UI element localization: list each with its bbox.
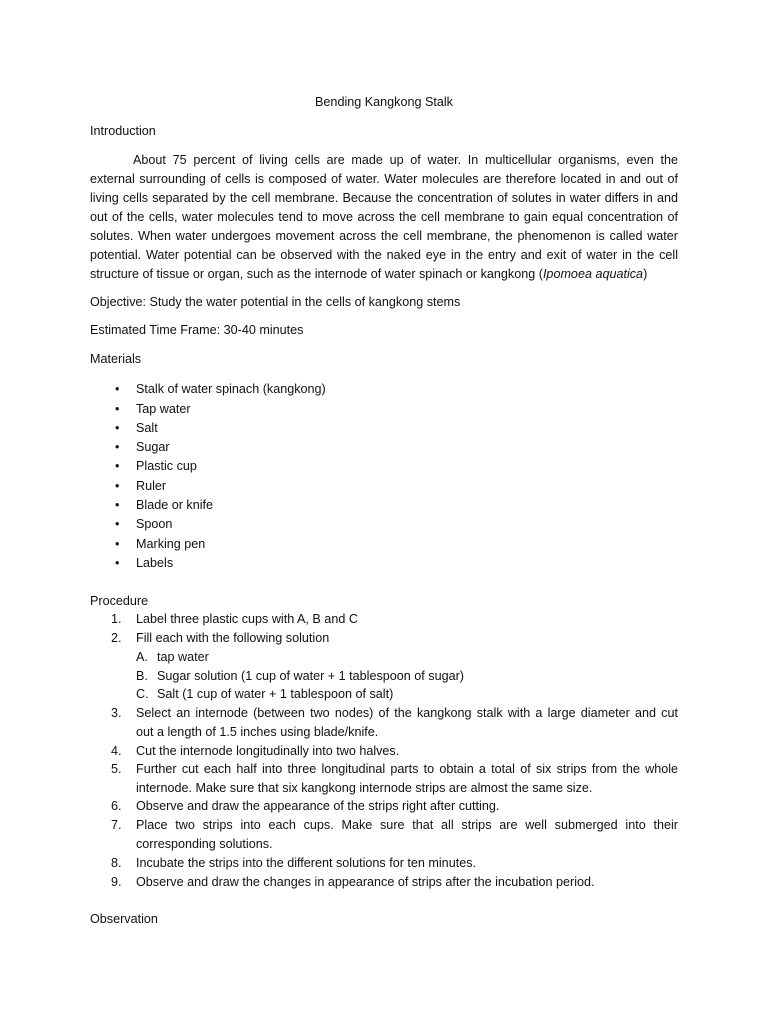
intro-paragraph-line: external surrounding of cells is composed of water. Water molecules are therefore located in and out of <box>90 172 678 186</box>
objective: Objective: Study the water potential in the cells of kangkong stems <box>90 295 461 309</box>
scientific-name: Ipomoea aquatica <box>542 267 644 281</box>
bullet-icon: • <box>115 459 120 473</box>
intro-last-text: structure of tissue or organ, such as the internode of water spinach or kangkong ( <box>90 267 543 281</box>
intro-paragraph-line: potential. Water potential can be observed with the naked eye in the entry and exit of water in the cell <box>90 248 678 262</box>
intro-paragraph-last-line <box>90 265 647 283</box>
intro-paragraph-line: out of the cells, water molecules tend to move across the cell membrane to gain equal concentration of <box>90 210 678 224</box>
bullet-icon: • <box>115 382 120 396</box>
intro-last-suffix: ) <box>643 267 648 281</box>
intro-paragraph-line: living cells separated by the cell membrane. Because the concentration of solutes in water differs in and <box>90 191 678 205</box>
bullet-icon: • <box>115 556 120 570</box>
intro-paragraph-line: solutes. When water undergoes movement across the cell membrane, the phenomenon is called water <box>90 229 678 243</box>
bullet-icon: • <box>115 440 120 454</box>
time-frame: Estimated Time Frame: 30-40 minutes <box>90 323 304 337</box>
bullet-icon: • <box>115 402 120 416</box>
bullet-icon: • <box>115 537 120 551</box>
intro-paragraph-line: About 75 percent of living cells are made up of water. In multicellular organisms, even the <box>133 153 678 167</box>
bullet-icon: • <box>115 498 120 512</box>
observation-heading: Observation <box>90 912 158 926</box>
procedure-heading: Procedure <box>90 594 149 608</box>
bullet-icon: • <box>115 421 120 435</box>
bullet-icon: • <box>115 517 120 531</box>
document-page: Bending Kangkong Stalk Introduction About 75 percent of living cells are made up of water. In multicellular organisms, even the external surrounding of cells is composed of water. Water molecules are therefore located in and out of living cells separated by the cell membrane. Because the concentration of solutes in water differs in and out of the cells, water molecules tend to move across the cell membrane to gain equal concentration of solutes. When water undergoes movement across the cell membrane, the phenomenon is called water potential. Water potential can be observed with the naked eye in the entry and exit of water in the cell structure of tissue or organ, such as the internode of water spinach or kangkong (Ipomoea aquatica) Objective: Study the water potential in the cells of kangkong stems Estimated Time Frame: 30-40 minutes Materials • Stalk of water spinach (kangkong) • Tap water • Salt • Sugar • Plastic cup • Ruler • Blade or knife • Spoon • Marking pen • Labels Procedure 1. Label three plastic cups with A, B and C 2. Fill each with the following solution A. tap water B. Sugar solution (1 cup of water + 1 tablespoon of sugar) C. Salt (1 cup of water + 1 tablespoon of salt) 3. Select an internode (between two nodes) of the kangkong stalk with a large diameter and cut out a length of 1.5 inches using blade/knife. 4. Cut the internode longitudinally into two halves. 5. Further cut each half into three longitudinal parts to obtain a total of six strips from the whole internode. Make sure that six kangkong internode strips are almost the same size. 6. Observe and draw the appearance of the strips right after cutting. 7. Place two strips into each cups. Make sure that all strips are well submerged into their corresponding solutions. 8. Incubate the strips into the different solutions for ten minutes. 9. Observe and draw the changes in appearance of strips after the incubation period. Observation <box>90 95 678 926</box>
materials-heading: Materials <box>90 352 142 366</box>
introduction-heading: Introduction <box>90 124 156 138</box>
document-title: Bending Kangkong Stalk <box>315 95 453 109</box>
bullet-icon: • <box>115 479 120 493</box>
